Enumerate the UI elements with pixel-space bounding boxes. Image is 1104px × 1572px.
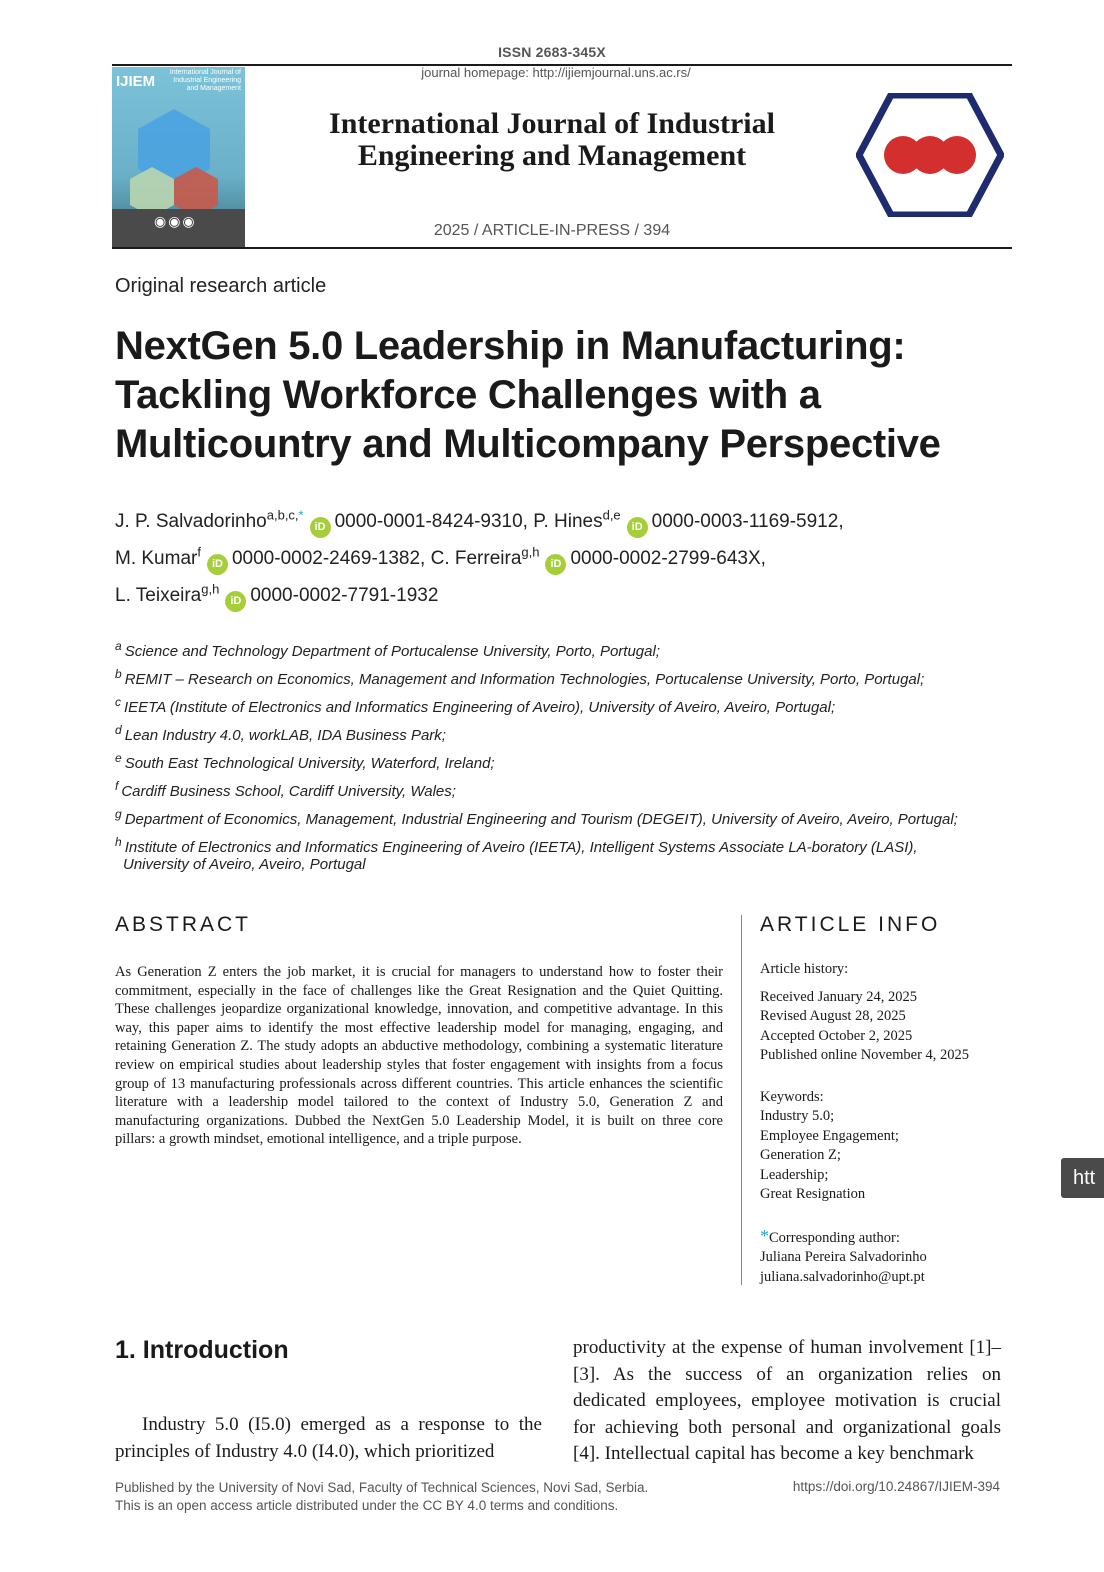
orcid-icon[interactable]: iD: [627, 517, 648, 538]
column-divider: [741, 915, 742, 1285]
affiliation-text: REMIT – Research on Economics, Management and Information Technologies, Portucalense University, Porto, Portugal;: [124, 671, 925, 688]
history-label: Article history:: [760, 961, 849, 977]
affiliation-key: g: [115, 807, 122, 821]
history-item: Revised August 28, 2025: [760, 1008, 906, 1024]
keyword: Leadership;: [760, 1166, 829, 1183]
author-affiliation-marks: g,h: [521, 544, 540, 560]
keyword: Great Resignation: [760, 1186, 866, 1202]
orcid-id[interactable]: 0000-0003-1169-5912: [651, 511, 839, 532]
journal-homepage-link[interactable]: journal homepage: http://ijiemjournal.uns.ac.rs/: [421, 65, 691, 80]
affiliation-text: Lean Industry 4.0, workLAB, IDA Business Park;: [124, 727, 446, 744]
article-info-heading: ARTICLE INFO: [760, 913, 941, 936]
orcid-id[interactable]: 0000-0002-2469-1382: [231, 548, 421, 569]
author-list: [115, 503, 1015, 614]
introduction-column-2: productivity at the expense of human involvement [1]–[3]. As the success of an organization relies on dedicated employees, employee motivation is crucial for achieving both personal and organizational goals [4]. Intellectual capital has become a key benchmark: [573, 1337, 1001, 1464]
header-bottom-rule: [112, 247, 1012, 249]
corresponding-name: Juliana Pereira Salvadorinho: [760, 1249, 927, 1265]
author-separator: ,: [420, 548, 426, 569]
orcid-icon[interactable]: iD: [545, 554, 566, 575]
cover-footer: [112, 209, 245, 247]
orcid-id[interactable]: 0000-0002-7791-1932: [250, 585, 439, 606]
affiliation: [115, 722, 1015, 750]
affiliation-key: c: [115, 695, 121, 709]
author-affiliation-marks: a,b,c,*: [266, 507, 304, 523]
affiliation: [115, 638, 1015, 666]
affiliation-text-continued: University of Aveiro, Aveiro, Portugal: [123, 856, 366, 873]
author-affiliation-marks: d,e: [602, 507, 621, 523]
author-affiliation-marks: f: [197, 544, 201, 560]
history-list: [760, 988, 1010, 1066]
affiliation: [115, 834, 1015, 874]
corresponding-label: *Corresponding author:: [760, 1225, 900, 1246]
author-name: L. Teixeira: [115, 585, 202, 606]
author: [533, 507, 844, 533]
orcid-id[interactable]: 0000-0002-2799-643X: [570, 548, 761, 569]
introduction-column-1: Industry 5.0 (I5.0) emerged as a response to the principles of Industry 4.0 (I4.0), which prioritized: [115, 1414, 542, 1462]
affiliation-text: Department of Economics, Management, Industrial Engineering and Tourism (DEGEIT), University of Aveiro, Aveiro, Portugal;: [124, 811, 958, 828]
history-item: Accepted October 2, 2025: [760, 1027, 913, 1044]
orcid-id[interactable]: 0000-0001-8424-9310: [334, 511, 523, 532]
author: [115, 544, 426, 570]
doi-link[interactable]: https://doi.org/10.24867/IJIEM-394: [792, 1479, 1000, 1494]
affiliation: [115, 750, 1015, 778]
affiliation-key: b: [115, 667, 122, 681]
orcid-icon[interactable]: iD: [207, 554, 228, 575]
cover-emblems-icon: ◉◉◉: [154, 213, 197, 229]
affiliation-key: a: [115, 639, 122, 653]
author-name: C. Ferreira: [430, 548, 522, 569]
affiliation-key: f: [115, 779, 119, 793]
corresponding-email[interactable]: juliana.salvadorinho@upt.pt: [760, 1268, 925, 1285]
journal-logo-icon: [856, 93, 1004, 217]
affiliation-text: Science and Technology Department of Portucalense University, Porto, Portugal;: [124, 643, 660, 660]
author-separator: ,: [838, 511, 844, 532]
article-type: Original research article: [115, 275, 327, 297]
introduction-heading: 1. Introduction: [115, 1336, 289, 1364]
keyword: Generation Z;: [760, 1147, 841, 1163]
author-affiliation-marks: g,h: [201, 581, 220, 597]
cover-title: International Journal of Industrial Engineering and Management: [169, 69, 241, 92]
link-tooltip: htt: [1061, 1158, 1104, 1198]
journal-cover-image: [112, 67, 245, 247]
affiliation-text: IEETA (Institute of Electronics and Informatics Engineering of Aveiro), University of Aveiro, Aveiro, Portugal;: [124, 699, 836, 716]
orcid-icon[interactable]: iD: [310, 517, 331, 538]
keywords-label: Keywords:: [760, 1088, 824, 1105]
author: [430, 544, 766, 570]
author-name: P. Hines: [533, 511, 603, 532]
keyword: Industry 5.0;: [760, 1108, 835, 1124]
affiliation: [115, 694, 1015, 722]
corresponding-star: *: [760, 1225, 769, 1246]
abstract-text: As Generation Z enters the job market, it is crucial for managers to understand how to foster their commitment, especially in the face of challenges like the Great Resignation and the Quiet Quitting. These challenges jeopardize organizational knowledge, innovation, and competitive advantage. In this way, this paper aims to identify the most effective leadership model for managing, engaging, and retaining Generation Z. The study adopts an abductive methodology, combining a systematic literature review on empirical studies about leadership styles that foster engagement with insights from a focus group of 13 manufacturing professionals across different countries. This article enhances the scientific literature with a leadership model tailored to the context of Industry 5.0, Generation Z and manufacturing organizations. Dubbed the NextGen 5.0 Leadership Model, it is built on three core pillars: a growth mindset, emotional intelligence, and a triple purpose.: [115, 964, 723, 1148]
author: [115, 507, 528, 533]
corresponding-star: *: [298, 507, 304, 523]
cover-logo: IJIEM: [116, 73, 156, 90]
affiliation: [115, 778, 1015, 806]
author-name: M. Kumar: [115, 548, 198, 569]
history-item: Published online November 4, 2025: [760, 1047, 970, 1063]
abstract-heading: ABSTRACT: [115, 913, 252, 936]
article-info: [760, 960, 1010, 1303]
affiliation-key: h: [115, 835, 122, 849]
author: [115, 581, 439, 607]
article-title: NextGen 5.0 Leadership in Manufacturing: Tackling Workforce Challenges with a Multicountry and Multicompany Perspective: [115, 324, 941, 466]
affiliation-text: Institute of Electronics and Informatics Engineering of Aveiro (IEETA), Intelligent Systems Associate LA-boratory (LASI),: [124, 839, 918, 856]
keywords-list: [760, 1107, 1010, 1205]
author-separator: ,: [760, 548, 766, 569]
affiliation-key: e: [115, 751, 122, 765]
issn: ISSN 2683-345X: [498, 44, 606, 60]
journal-title: International Journal of Industrial Engineering and Management: [329, 107, 775, 172]
affiliation-list: [115, 638, 1015, 874]
author-separator: ,: [522, 511, 528, 532]
affiliation-text: South East Technological University, Waterford, Ireland;: [124, 755, 495, 772]
affiliation-text: Cardiff Business School, Cardiff University, Wales;: [121, 783, 456, 800]
issue-info: 2025 / ARTICLE-IN-PRESS / 394: [433, 222, 671, 239]
history-item: Received January 24, 2025: [760, 988, 918, 1005]
affiliation: [115, 806, 1015, 834]
author-name: J. P. Salvadorinho: [115, 511, 267, 532]
footer-publisher: Published by the University of Novi Sad, Faculty of Technical Sciences, Novi Sad, Serbia. This is an open access article distributed under the CC BY 4.0 terms and conditions.: [115, 1480, 649, 1513]
affiliation: [115, 666, 1015, 694]
orcid-icon[interactable]: iD: [225, 591, 246, 612]
keyword: Employee Engagement;: [760, 1127, 899, 1144]
affiliation-key: d: [115, 723, 122, 737]
